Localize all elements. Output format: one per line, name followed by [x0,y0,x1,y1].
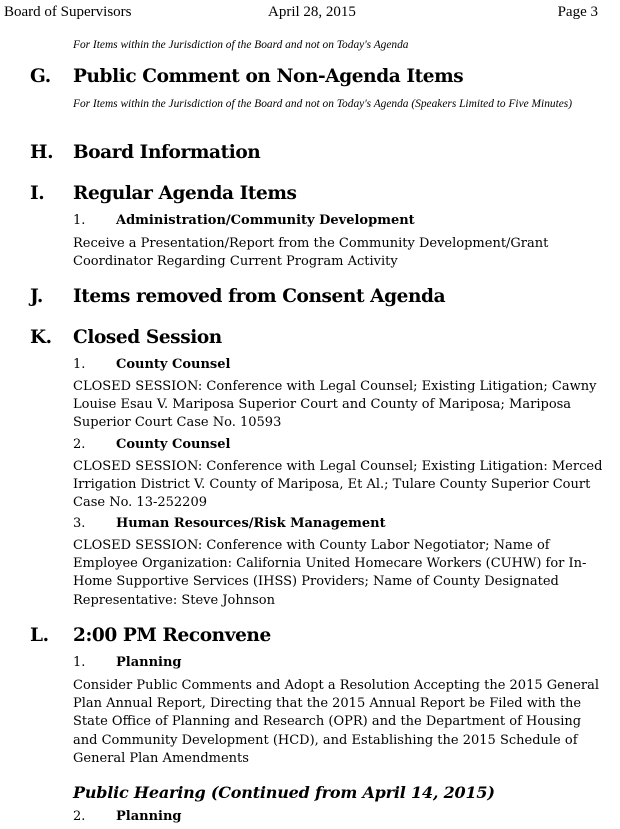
agenda-item-text: CLOSED SESSION: Conference with County Labor Negotiator; Name of Employee Organization: California United Homecare Workers (CUHW) for In-Home Supportive Services (IHSS) Providers; Name of County Designated Representative: Steve Johnson [73,538,587,608]
agenda-item-text: CLOSED SESSION: Conference with Legal Counsel; Existing Litigation: Merced Irrigation District V. County of Mariposa, Et Al.; Tulare County Superior Court Case No. 13-252209 [73,459,603,511]
public-hearing-subheading: Public Hearing (Continued from April 14, 2015) [73,783,495,802]
agenda-item-header [73,437,230,452]
item-number: 2. [73,809,86,824]
item-title: Planning [116,655,182,670]
agenda-item-header [73,357,230,372]
section-k-heading [30,327,222,348]
header-board-name: Board of Supervisors [4,4,132,20]
item-number: 1. [73,655,86,670]
item-number: 2. [73,437,86,452]
section-l-heading [30,625,271,646]
agenda-item-header [73,655,182,670]
agenda-item-text: CLOSED SESSION: Conference with Legal Counsel; Existing Litigation; Cawny Louise Esau V. Mariposa Superior Court and County of Mariposa; Mariposa Superior Court Case No. 10593 [73,379,597,431]
section-title: Items removed from Consent Agenda [73,286,446,307]
agenda-item-text: Consider Public Comments and Adopt a Resolution Accepting the 2015 General Plan Annual Report, Directing that the 2015 Annual Report be Filed with the State Office of Planning and Research (OPR) and the Department of Housing and Community Development (HCD), and Establishing the 2015 Schedule of General Plan Amendments [73,678,600,766]
section-letter: H. [30,142,54,163]
section-title: 2:00 PM Reconvene [73,625,271,646]
item-number: 1. [73,357,86,372]
section-title: Board Information [73,142,261,163]
item-title: County Counsel [116,357,231,372]
section-title: Closed Session [73,327,222,348]
section-g-heading [30,66,463,87]
section-letter: J. [30,286,43,307]
agenda-item-text: Receive a Presentation/Report from the Community Development/Grant Coordinator Regarding Current Program Activity [73,236,549,270]
section-letter: I. [30,183,45,204]
section-title: Public Comment on Non-Agenda Items [73,66,464,87]
item-title: Administration/Community Development [116,213,415,228]
item-title: Human Resources/Risk Management [116,516,386,531]
item-number: 1. [73,213,86,228]
section-letter: G. [30,66,51,87]
section-letter: K. [30,327,52,348]
header-date: April 28, 2015 [268,4,356,20]
section-i-heading [30,183,297,204]
agenda-item-header [73,213,415,228]
agenda-item-header [73,516,386,531]
header-page-number: Page 3 [557,4,598,20]
top-note: For Items within the Jurisdiction of the Board and not on Today's Agenda [73,39,409,51]
section-letter: L. [30,625,49,646]
agenda-item-header [73,809,182,824]
section-g-note: For Items within the Jurisdiction of the Board and not on Today's Agenda (Speakers Limited to Five Minutes) [73,98,573,110]
item-title: Planning [116,809,182,824]
section-j-heading [30,286,445,307]
section-title: Regular Agenda Items [73,183,297,204]
item-number: 3. [73,516,86,531]
item-title: County Counsel [116,437,231,452]
section-h-heading [30,142,260,163]
